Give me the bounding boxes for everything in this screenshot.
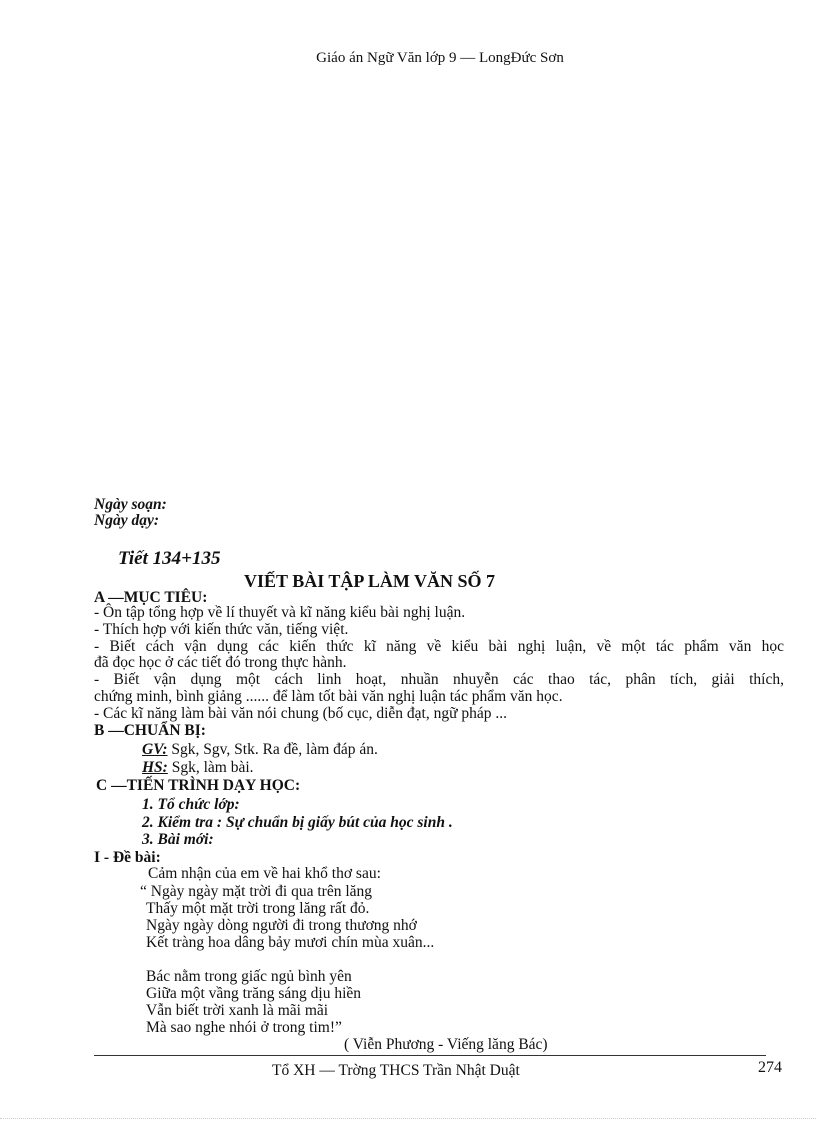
- section-c-heading: C —TIẾN TRÌNH DẠY HỌC:: [96, 777, 301, 794]
- page-number: 274: [758, 1059, 782, 1076]
- section-a-heading: A —MỤC TIÊU:: [94, 589, 208, 606]
- poem-line: Kết tràng hoa dâng bảy mươi chín mùa xuân...: [146, 934, 435, 951]
- lesson-number: Tiết 134+135: [118, 548, 221, 569]
- objective-item: - Biết cách vận dụng các kiến thức kĩ năng về kiểu bài nghị luận, về một tác phẩm văn học: [94, 638, 784, 655]
- step-item: 3. Bài mới:: [142, 831, 214, 848]
- objective-item: - Ôn tập tổng hợp về lí thuyết và kĩ năng kiểu bài nghị luận.: [94, 604, 466, 621]
- page-header: Giáo án Ngữ Văn lớp 9 — LongĐức Sơn: [316, 50, 564, 66]
- lesson-title: VIẾT BÀI TẬP LÀM VĂN SỐ 7: [244, 571, 496, 591]
- gv-text: Sgk, Sgv, Stk. Ra đề, làm đáp án.: [167, 741, 378, 758]
- footer-text: Tổ XH — Trờng THCS Trần Nhật Duật: [272, 1062, 520, 1079]
- poem-line: Bác nằm trong giấc ngủ bình yên: [146, 968, 352, 985]
- poem-line: Vẫn biết trời xanh là mãi mãi: [146, 1002, 329, 1019]
- hs-label: HS:: [142, 759, 168, 776]
- objective-item: chứng minh, bình giảng ...... để làm tốt bài văn nghị luận tác phẩm văn học.: [94, 688, 563, 705]
- de-bai-prompt: Cảm nhận của em về hai khổ thơ sau:: [148, 865, 381, 882]
- footer-divider: [94, 1055, 766, 1056]
- gv-line: [142, 742, 378, 757]
- de-bai-heading: I - Đề bài:: [94, 849, 161, 866]
- poem-line: Giữa một vầng trăng sáng dịu hiền: [146, 985, 362, 1002]
- objective-item: đã đọc học ở các tiết đó trong thực hành.: [94, 654, 347, 671]
- objective-item: - Thích hợp với kiến thức văn, tiếng việt.: [94, 621, 349, 638]
- ngay-day-label: Ngày dạy:: [94, 512, 159, 529]
- objective-item: - Biết vận dụng một cách linh hoạt, nhuần nhuyễn các thao tác, phân tích, giải thích,: [94, 671, 784, 688]
- poem-line: Mà sao nghe nhói ở trong tim!”: [146, 1019, 342, 1036]
- objective-item: - Các kĩ năng làm bài văn nói chung (bố cục, diễn đạt, ngữ pháp ...: [94, 705, 508, 722]
- step-item: 2. Kiểm tra : Sự chuẩn bị giấy bút của học sinh .: [142, 814, 453, 831]
- poem-line: Ngày ngày dòng người đi trong thương nhớ: [146, 917, 417, 934]
- section-b-heading: B —CHUẨN BỊ:: [94, 722, 206, 739]
- bottom-dotted-border: [0, 1118, 816, 1119]
- hs-text: Sgk, làm bài.: [167, 759, 254, 776]
- poem-source: ( Viễn Phương - Viếng lăng Bác): [344, 1036, 548, 1053]
- poem-line: “ Ngày ngày mặt trời đi qua trên lăng: [140, 883, 373, 900]
- step-item: 1. Tổ chức lớp:: [142, 796, 240, 813]
- hs-line: [142, 760, 254, 775]
- ngay-soan-label: Ngày soạn:: [94, 496, 167, 513]
- gv-label: GV:: [142, 741, 168, 758]
- poem-line: Thấy một mặt trời trong lăng rất đỏ.: [146, 900, 370, 917]
